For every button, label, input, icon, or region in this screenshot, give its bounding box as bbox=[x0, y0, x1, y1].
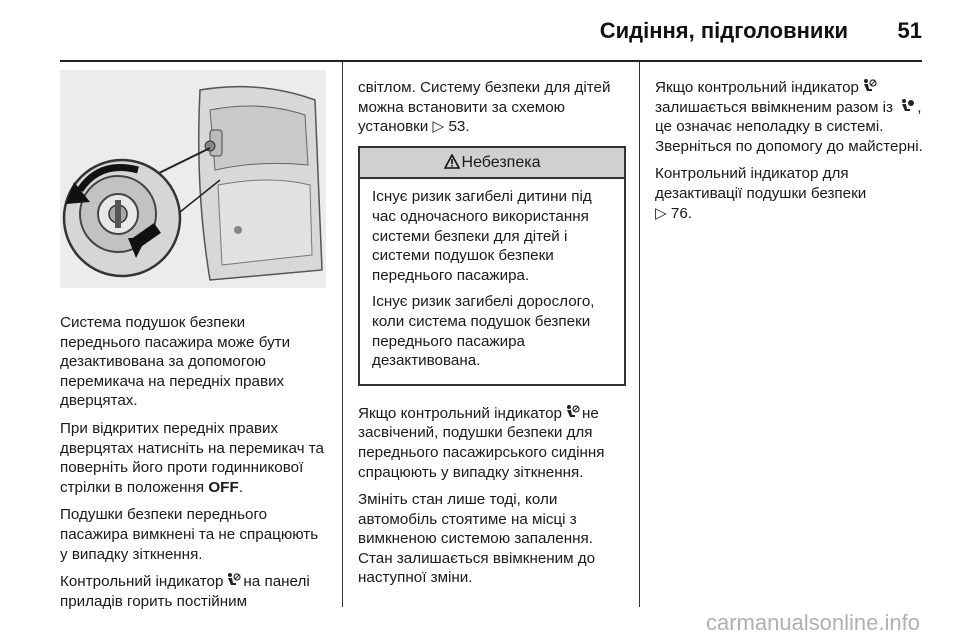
paragraph-switch-instructions bbox=[60, 419, 328, 497]
airbag-off-indicator-icon bbox=[564, 404, 580, 420]
page-reference-76[interactable]: 76. bbox=[670, 204, 693, 222]
airbag-off-indicator-icon bbox=[225, 572, 241, 588]
sentence-end: . bbox=[238, 478, 243, 496]
indicator-text-a: Контрольний індикатор bbox=[60, 573, 224, 591]
column-divider-1 bbox=[342, 62, 343, 607]
airbag-off-indicator-icon bbox=[861, 78, 877, 94]
header-divider bbox=[60, 60, 922, 62]
paragraph-airbag-deactivation: Система подушок безпеки переднього пасажира може бути дезактивована за допомогою перемикача на передніх правих дверцятах. bbox=[60, 314, 291, 410]
paragraph-indicator-off bbox=[358, 404, 626, 482]
child-seat-text: світлом. Систему безпеки для дітей можна встановити за схемою установки bbox=[358, 79, 611, 136]
airbag-indicator-icon bbox=[899, 98, 915, 114]
paragraph-indicator-lit bbox=[60, 572, 328, 611]
warning-header bbox=[360, 148, 624, 180]
column-1 bbox=[60, 313, 328, 619]
warning-child-risk: Існує ризик загибелі дитини під час одночасного використання системи безпеки для дітей і системи подушок безпеки переднього пасажира. bbox=[372, 188, 592, 284]
column-divider-2 bbox=[639, 62, 640, 607]
page-reference-53[interactable]: 53. bbox=[448, 118, 470, 136]
watermark: carmanualsonline.info bbox=[705, 610, 920, 635]
page-number: 51 bbox=[897, 18, 922, 43]
paragraph-indicator-reference bbox=[655, 164, 923, 223]
warning-body bbox=[360, 179, 624, 383]
fault-text-c: , це означає неполадку в системі. Зверніться по допомогу до майстерні. bbox=[655, 98, 923, 155]
fault-text-b: залишається ввімкненим разом із bbox=[655, 98, 893, 116]
column-3 bbox=[655, 78, 923, 231]
paragraph-airbags-disabled: Подушки безпеки переднього пасажира вимкнені та не спрацюють у випадку зіткнення. bbox=[60, 506, 319, 563]
paragraph-child-seat bbox=[358, 78, 626, 137]
warning-adult-risk: Існує ризик загибелі дорослого, коли система подушок безпеки переднього пасажира дезактивована. bbox=[372, 293, 595, 370]
page-reference-icon: ▷ bbox=[432, 118, 445, 136]
page-title: Сидіння, підголовники bbox=[599, 18, 848, 43]
indicator-text-b: на панелі приладів горить постійним bbox=[60, 573, 310, 610]
indicator-off-text-a: Якщо контрольний індикатор bbox=[358, 404, 562, 422]
warning-triangle-icon bbox=[444, 154, 460, 169]
column-2 bbox=[358, 78, 626, 596]
page-reference-icon: ▷ bbox=[655, 204, 667, 222]
indicator-off-text-b: не засвічений, подушки безпеки для переднього пасажирського сидіння спрацюють у випадку зіткнення. bbox=[358, 404, 605, 481]
paragraph-change-state: Змініть стан лише тоді, коли автомобіль стоятиме на місці з вимкненою системою запалення. Стан залишається ввімкненим до наступної зміни. bbox=[358, 491, 596, 587]
fault-text-a: Якщо контрольний індикатор bbox=[655, 79, 859, 96]
danger-warning-box bbox=[358, 146, 626, 386]
airbag-switch-illustration bbox=[60, 70, 326, 288]
warning-title: Небезпека bbox=[461, 153, 541, 171]
indicator-ref-text: Контрольний індикатор для дезактивації подушки безпеки bbox=[655, 165, 867, 202]
switch-instruction-text: При відкритих передніх правих дверцятах натисніть на перемикач та поверніть його проти годинникової стрілки в положення bbox=[60, 419, 325, 496]
off-label: OFF bbox=[208, 478, 239, 496]
paragraph-indicator-fault bbox=[655, 78, 923, 156]
